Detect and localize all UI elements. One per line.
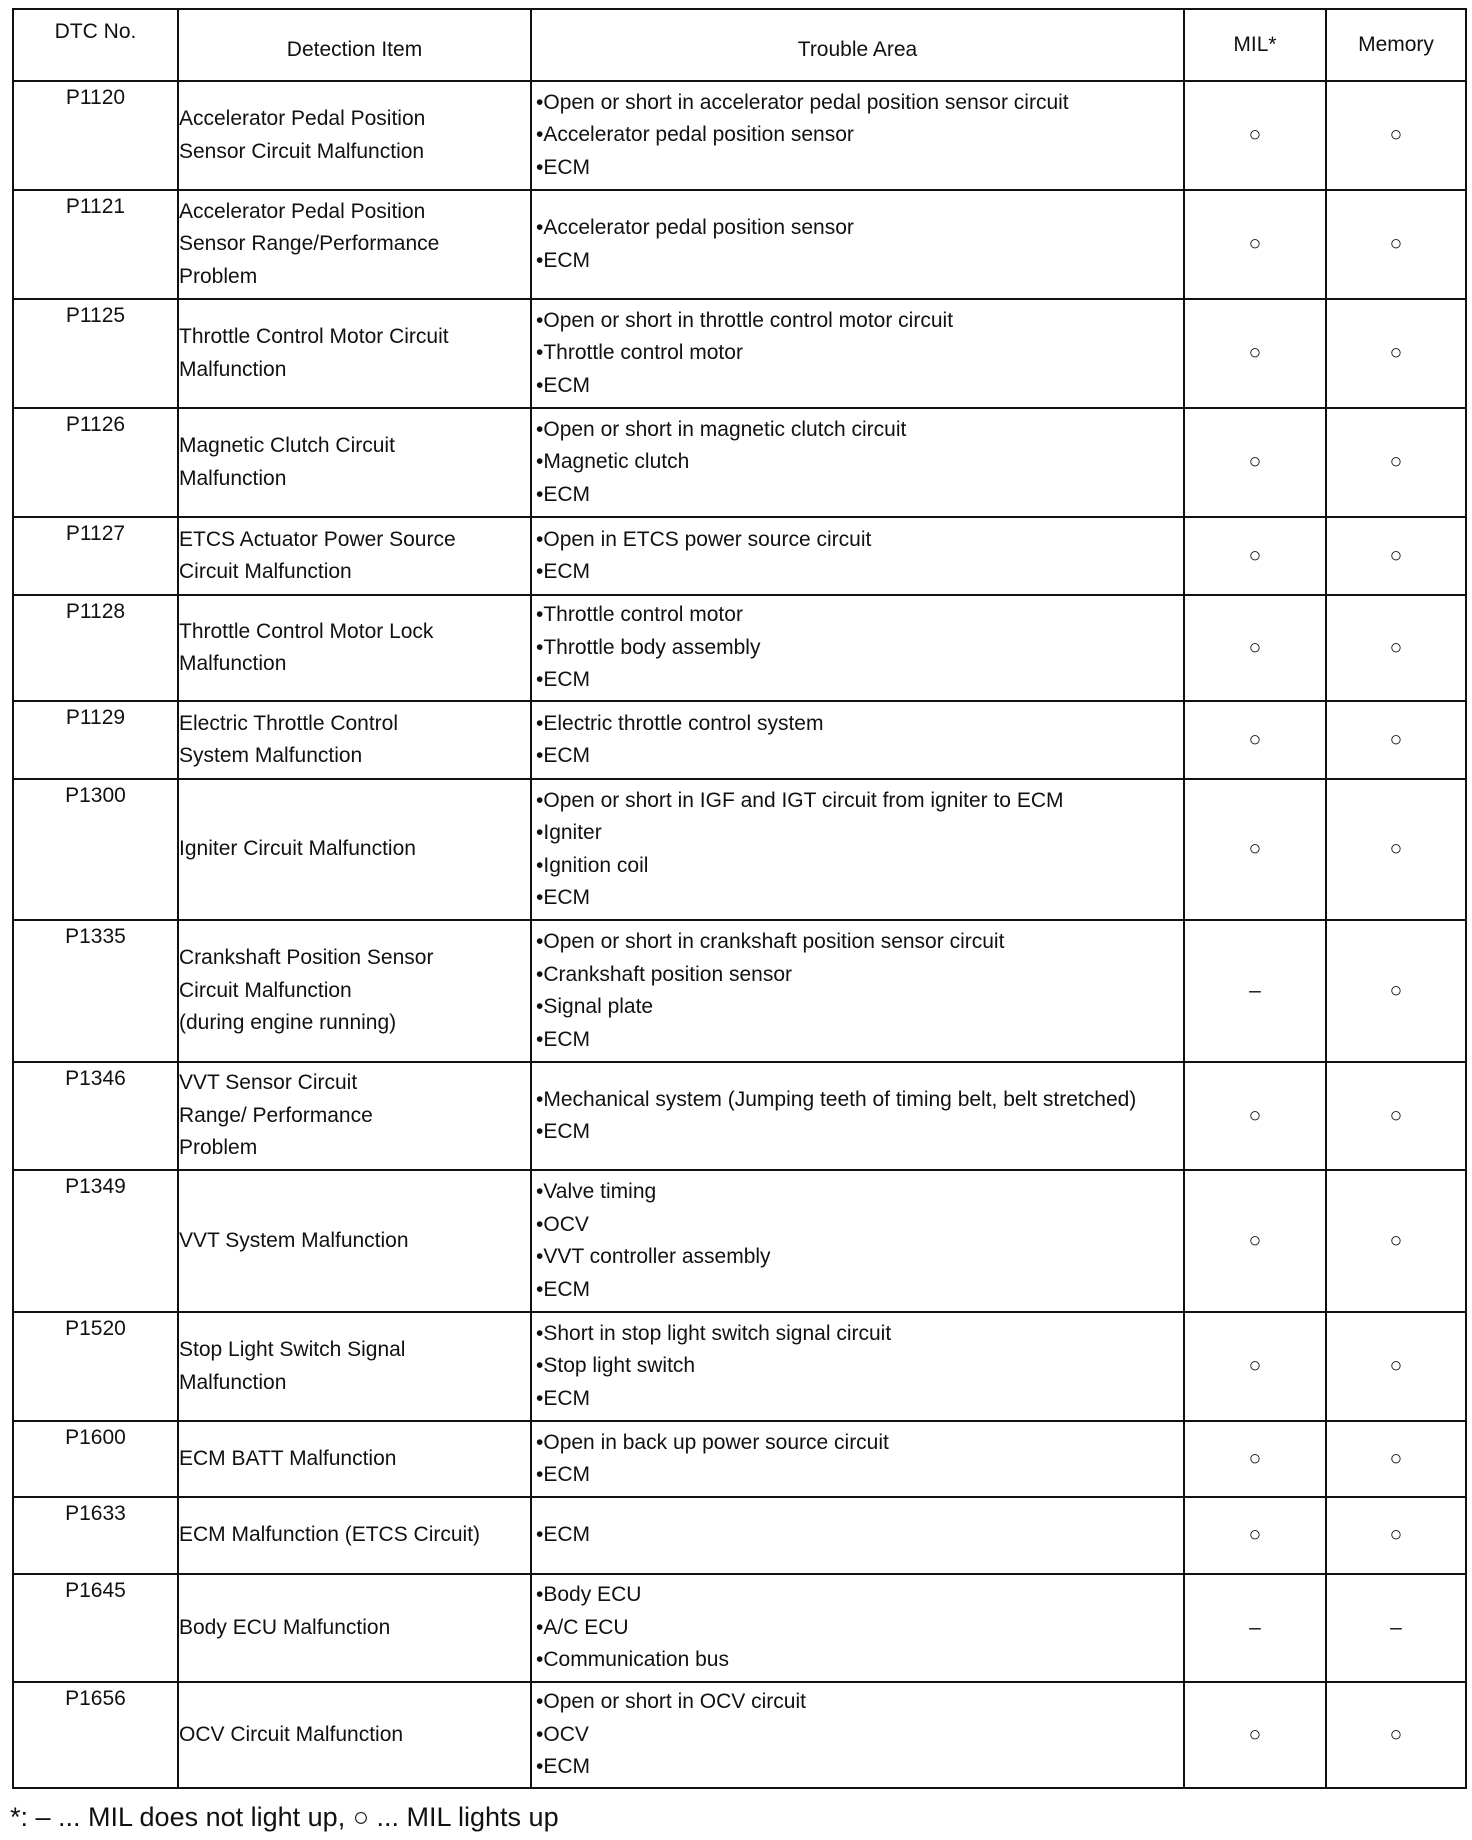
table-row	[13, 920, 1466, 1062]
detection-item-line: Malfunction	[179, 466, 287, 490]
bullet-icon: •	[536, 668, 544, 692]
bullet-icon: •	[536, 853, 544, 877]
header-dtc-no: DTC No.	[13, 9, 178, 81]
detection-item-line: Accelerator Pedal Position	[179, 199, 426, 223]
trouble-area	[531, 1170, 1184, 1312]
detection-item-line: Circuit Malfunction	[179, 978, 352, 1002]
trouble-area-text: Open in back up power source circuit	[543, 1430, 889, 1454]
bullet-icon: •	[536, 216, 544, 239]
trouble-area-item	[532, 1644, 1183, 1677]
detection-item-line: Sensor Range/Performance	[179, 232, 440, 256]
table-row	[13, 1574, 1466, 1682]
detection-item-line: Crankshaft Position Sensor	[179, 946, 434, 970]
detection-item-line: (during engine running)	[179, 1011, 397, 1035]
bullet-icon: •	[536, 1755, 544, 1779]
trouble-area-item	[532, 87, 1183, 120]
trouble-area	[531, 408, 1184, 517]
detection-item-line: VVT Sensor Circuit	[179, 1071, 358, 1095]
bullet-icon: •	[536, 788, 544, 812]
table-row	[13, 1497, 1466, 1574]
table-row	[13, 299, 1466, 408]
trouble-area-item	[532, 1176, 1183, 1209]
mil-status: ○	[1184, 595, 1326, 701]
detection-item	[178, 1682, 531, 1788]
memory-status: ○	[1326, 1682, 1466, 1788]
detection-item	[178, 408, 531, 517]
trouble-area-item	[532, 632, 1183, 665]
trouble-area-text: ECM	[543, 373, 591, 397]
trouble-area-item	[532, 599, 1183, 632]
trouble-area-item	[532, 1686, 1183, 1719]
trouble-area-item	[532, 1350, 1183, 1383]
trouble-area-item	[532, 740, 1183, 773]
trouble-area-item	[532, 524, 1183, 557]
detection-item-line: Magnetic Clutch Circuit	[179, 434, 395, 457]
trouble-area-text: ECM	[543, 1027, 591, 1051]
table-row	[13, 1421, 1466, 1497]
trouble-area-item	[532, 556, 1183, 589]
trouble-area	[531, 81, 1184, 190]
memory-status: ○	[1326, 408, 1466, 517]
trouble-area-text: Ignition coil	[543, 853, 649, 877]
trouble-area-item	[532, 1116, 1183, 1149]
trouble-area-item	[532, 708, 1183, 741]
trouble-area-text: VVT controller assembly	[543, 1245, 771, 1268]
trouble-area-text: ECM	[543, 1386, 591, 1410]
trouble-area-text: ECM	[543, 1120, 591, 1143]
trouble-area-item	[532, 1084, 1183, 1117]
trouble-area-text: OCV	[543, 1722, 589, 1746]
dtc-code: P1346	[13, 1062, 178, 1170]
dtc-code: P1349	[13, 1170, 178, 1312]
trouble-area-item	[532, 1274, 1183, 1307]
trouble-area-text: Throttle body assembly	[543, 635, 761, 659]
detection-item-line: Accelerator Pedal Position	[179, 107, 426, 130]
detection-item-line: Igniter Circuit Malfunction	[179, 837, 416, 861]
mil-status: –	[1184, 920, 1326, 1062]
detection-item	[178, 81, 531, 190]
bullet-icon: •	[536, 1087, 544, 1111]
bullet-icon: •	[536, 1722, 544, 1746]
bullet-icon: •	[536, 527, 544, 551]
bullet-icon: •	[536, 308, 544, 332]
trouble-area-text: Accelerator pedal position sensor	[543, 216, 854, 239]
detection-item-line: System Malfunction	[179, 744, 363, 767]
trouble-area-item	[532, 245, 1183, 278]
trouble-area-text: ECM	[543, 886, 591, 909]
bullet-icon: •	[536, 482, 544, 506]
trouble-area	[531, 1497, 1184, 1574]
trouble-area-item	[532, 1209, 1183, 1242]
trouble-area-item	[532, 785, 1183, 818]
detection-item-line: Throttle Control Motor Lock	[179, 619, 434, 643]
table-row	[13, 595, 1466, 701]
bullet-icon: •	[536, 155, 544, 179]
detection-item-line: Malfunction	[179, 1370, 287, 1394]
trouble-area-text: Open in ETCS power source circuit	[543, 527, 872, 551]
bullet-icon: •	[536, 1245, 544, 1268]
trouble-area-item	[532, 414, 1183, 447]
detection-item-line: Body ECU Malfunction	[179, 1615, 391, 1639]
dtc-code: P1520	[13, 1312, 178, 1421]
trouble-area-text: ECM	[543, 560, 591, 583]
trouble-area-item	[532, 1579, 1183, 1612]
bullet-icon: •	[536, 450, 544, 474]
mil-status: –	[1184, 1574, 1326, 1682]
memory-status: ○	[1326, 779, 1466, 920]
detection-item	[178, 920, 531, 1062]
trouble-area	[531, 1574, 1184, 1682]
mil-status: ○	[1184, 1312, 1326, 1421]
mil-status: ○	[1184, 701, 1326, 779]
detection-item-line: Malfunction	[179, 357, 287, 381]
mil-status: ○	[1184, 1497, 1326, 1574]
detection-item-line: OCV Circuit Malfunction	[179, 1722, 404, 1746]
mil-status: ○	[1184, 517, 1326, 595]
bullet-icon: •	[536, 603, 544, 627]
trouble-area-text: Throttle control motor	[543, 341, 743, 365]
table-body	[13, 81, 1466, 1788]
memory-status: ○	[1326, 1062, 1466, 1170]
bullet-icon: •	[536, 1583, 544, 1607]
detection-item-line: VVT System Malfunction	[179, 1228, 409, 1252]
detection-item	[178, 1497, 531, 1574]
detection-item	[178, 299, 531, 408]
trouble-area-item	[532, 1024, 1183, 1057]
trouble-area-item	[532, 959, 1183, 992]
trouble-area-item	[532, 1383, 1183, 1416]
detection-item-line: Electric Throttle Control	[179, 711, 399, 735]
trouble-area-item	[532, 479, 1183, 512]
trouble-area-text: Crankshaft position sensor	[543, 962, 792, 986]
bullet-icon: •	[536, 1430, 544, 1454]
trouble-area-text: Open or short in magnetic clutch circuit	[543, 417, 907, 441]
table-row	[13, 81, 1466, 190]
header-row	[13, 9, 1466, 81]
dtc-code: P1126	[13, 408, 178, 517]
trouble-area-item	[532, 152, 1183, 185]
trouble-area-item	[532, 1719, 1183, 1752]
bullet-icon: •	[536, 1180, 544, 1203]
dtc-code: P1600	[13, 1421, 178, 1497]
trouble-area-item	[532, 337, 1183, 370]
memory-status: ○	[1326, 1170, 1466, 1312]
detection-item-line: ECM Malfunction (ETCS Circuit)	[179, 1523, 481, 1547]
trouble-area-text: ECM	[543, 248, 591, 272]
mil-status: ○	[1184, 1062, 1326, 1170]
trouble-area-item	[532, 850, 1183, 883]
header-detection-item: Detection Item	[178, 9, 531, 81]
trouble-area-item	[532, 1318, 1183, 1351]
footnote: *: – ... MIL does not light up, ○ ... MIL lights up	[10, 1802, 559, 1832]
mil-status: ○	[1184, 190, 1326, 299]
detection-item	[178, 701, 531, 779]
bullet-icon: •	[536, 373, 544, 397]
bullet-icon: •	[536, 1027, 544, 1051]
table-row	[13, 1682, 1466, 1788]
trouble-area-text: ECM	[543, 1277, 591, 1301]
trouble-area	[531, 1421, 1184, 1497]
trouble-area	[531, 1312, 1184, 1421]
trouble-area-text: Open or short in crankshaft position sensor circuit	[543, 930, 1005, 953]
bullet-icon: •	[536, 1354, 544, 1378]
trouble-area-text: ECM	[543, 155, 591, 179]
trouble-area-item	[532, 1519, 1183, 1552]
memory-status: ○	[1326, 517, 1466, 595]
bullet-icon: •	[536, 1212, 544, 1236]
trouble-area-text: Throttle control motor	[543, 603, 743, 627]
trouble-area-text: Open or short in OCV circuit	[543, 1690, 806, 1714]
memory-status: ○	[1326, 299, 1466, 408]
bullet-icon: •	[536, 995, 544, 1018]
dtc-code: P1656	[13, 1682, 178, 1788]
table-row	[13, 1170, 1466, 1312]
detection-item	[178, 1170, 531, 1312]
bullet-icon: •	[536, 821, 544, 844]
bullet-icon: •	[536, 1463, 544, 1486]
trouble-area-text: ECM	[543, 482, 591, 506]
trouble-area	[531, 517, 1184, 595]
bullet-icon: •	[536, 417, 544, 441]
dtc-code: P1125	[13, 299, 178, 408]
bullet-icon: •	[536, 886, 544, 909]
trouble-area-text: ECM	[543, 1463, 591, 1486]
header-memory: Memory	[1326, 9, 1466, 81]
detection-item-line: Sensor Circuit Malfunction	[179, 139, 425, 163]
memory-status: ○	[1326, 701, 1466, 779]
bullet-icon: •	[536, 1386, 544, 1410]
dtc-code: P1120	[13, 81, 178, 190]
table-row	[13, 1062, 1466, 1170]
detection-item-line: ETCS Actuator Power Source	[179, 527, 456, 551]
mil-status: ○	[1184, 81, 1326, 190]
trouble-area	[531, 190, 1184, 299]
detection-item-line: Throttle Control Motor Circuit	[179, 325, 449, 348]
detection-item	[178, 1421, 531, 1497]
trouble-area-item	[532, 119, 1183, 152]
bullet-icon: •	[536, 744, 544, 767]
trouble-area-item	[532, 926, 1183, 959]
trouble-area-text: ECM	[543, 744, 591, 767]
detection-item-line: Range/ Performance	[179, 1103, 373, 1127]
bullet-icon: •	[536, 90, 544, 114]
mil-status: ○	[1184, 299, 1326, 408]
trouble-area	[531, 595, 1184, 701]
bullet-icon: •	[536, 711, 544, 735]
memory-status: ○	[1326, 190, 1466, 299]
trouble-area-item	[532, 991, 1183, 1024]
mil-status: ○	[1184, 1421, 1326, 1497]
trouble-area-item	[532, 1459, 1183, 1492]
detection-item	[178, 1312, 531, 1421]
dtc-code: P1128	[13, 595, 178, 701]
memory-status: ○	[1326, 920, 1466, 1062]
trouble-area-text: Mechanical system (Jumping teeth of timing belt, belt stretched)	[543, 1087, 1137, 1111]
trouble-area	[531, 779, 1184, 920]
trouble-area-text: Valve timing	[543, 1180, 657, 1203]
bullet-icon: •	[536, 635, 544, 659]
trouble-area-text: ECM	[543, 668, 591, 692]
detection-item-line: Circuit Malfunction	[179, 560, 352, 583]
detection-item	[178, 779, 531, 920]
table-row	[13, 190, 1466, 299]
bullet-icon: •	[536, 560, 544, 583]
trouble-area-item	[532, 882, 1183, 915]
detection-item	[178, 190, 531, 299]
header-mil: MIL*	[1184, 9, 1326, 81]
bullet-icon: •	[536, 1321, 544, 1345]
trouble-area-text: Electric throttle control system	[543, 711, 824, 735]
table-row	[13, 701, 1466, 779]
dtc-table	[12, 8, 1467, 1789]
dtc-code: P1335	[13, 920, 178, 1062]
trouble-area-text: Open or short in accelerator pedal position sensor circuit	[543, 90, 1069, 114]
detection-item-line: Stop Light Switch Signal	[179, 1338, 406, 1361]
detection-item-line: ECM BATT Malfunction	[179, 1446, 397, 1470]
bullet-icon: •	[536, 1277, 544, 1301]
table-row	[13, 408, 1466, 517]
trouble-area	[531, 920, 1184, 1062]
trouble-area-text: OCV	[543, 1212, 589, 1236]
memory-status: ○	[1326, 1312, 1466, 1421]
trouble-area-text: Magnetic clutch	[543, 450, 690, 474]
trouble-area-text: A/C ECU	[543, 1615, 629, 1639]
dtc-code: P1127	[13, 517, 178, 595]
memory-status: ○	[1326, 1421, 1466, 1497]
bullet-icon: •	[536, 1690, 544, 1714]
bullet-icon: •	[536, 1615, 544, 1639]
memory-status: ○	[1326, 81, 1466, 190]
memory-status: ○	[1326, 1497, 1466, 1574]
bullet-icon: •	[536, 248, 544, 272]
trouble-area-item	[532, 446, 1183, 479]
detection-item	[178, 1062, 531, 1170]
detection-item-line: Malfunction	[179, 652, 287, 675]
dtc-code: P1129	[13, 701, 178, 779]
trouble-area-text: Short in stop light switch signal circuit	[543, 1321, 892, 1345]
trouble-area-text: Stop light switch	[543, 1354, 696, 1378]
detection-item	[178, 595, 531, 701]
bullet-icon: •	[536, 1648, 544, 1672]
mil-status: ○	[1184, 1170, 1326, 1312]
trouble-area-text: Open or short in IGF and IGT circuit from igniter to ECM	[543, 788, 1064, 812]
trouble-area	[531, 299, 1184, 408]
mil-status: ○	[1184, 1682, 1326, 1788]
memory-status: ○	[1326, 595, 1466, 701]
detection-item-line: Problem	[179, 1136, 258, 1160]
bullet-icon: •	[536, 962, 544, 986]
bullet-icon: •	[536, 1120, 544, 1143]
trouble-area	[531, 701, 1184, 779]
bullet-icon: •	[536, 1523, 544, 1547]
trouble-area-item	[532, 1241, 1183, 1274]
trouble-area-text: ECM	[543, 1523, 591, 1547]
table-row	[13, 779, 1466, 920]
trouble-area-text: Body ECU	[543, 1583, 642, 1607]
dtc-code: P1121	[13, 190, 178, 299]
bullet-icon: •	[536, 930, 544, 953]
trouble-area-item	[532, 1612, 1183, 1645]
header-trouble-area: Trouble Area	[531, 9, 1184, 81]
trouble-area	[531, 1682, 1184, 1788]
trouble-area-text: ECM	[543, 1755, 591, 1779]
mil-status: ○	[1184, 779, 1326, 920]
trouble-area-text: Accelerator pedal position sensor	[543, 123, 854, 147]
detection-item	[178, 1574, 531, 1682]
table-row	[13, 517, 1466, 595]
trouble-area-text: Signal plate	[543, 995, 654, 1018]
bullet-icon: •	[536, 123, 544, 147]
trouble-area-text: Open or short in throttle control motor circuit	[543, 308, 954, 332]
dtc-code: P1633	[13, 1497, 178, 1574]
memory-status: –	[1326, 1574, 1466, 1682]
trouble-area-item	[532, 370, 1183, 403]
trouble-area-text: Igniter	[543, 821, 602, 844]
trouble-area	[531, 1062, 1184, 1170]
trouble-area-item	[532, 1751, 1183, 1784]
detection-item-line: Problem	[179, 264, 258, 288]
trouble-area-item	[532, 664, 1183, 697]
dtc-code: P1645	[13, 1574, 178, 1682]
bullet-icon: •	[536, 341, 544, 365]
trouble-area-item	[532, 305, 1183, 338]
trouble-area-item	[532, 1427, 1183, 1460]
detection-item	[178, 517, 531, 595]
dtc-code: P1300	[13, 779, 178, 920]
trouble-area-item	[532, 212, 1183, 245]
trouble-area-text: Communication bus	[543, 1648, 729, 1672]
mil-status: ○	[1184, 408, 1326, 517]
trouble-area-item	[532, 817, 1183, 850]
table-row	[13, 1312, 1466, 1421]
